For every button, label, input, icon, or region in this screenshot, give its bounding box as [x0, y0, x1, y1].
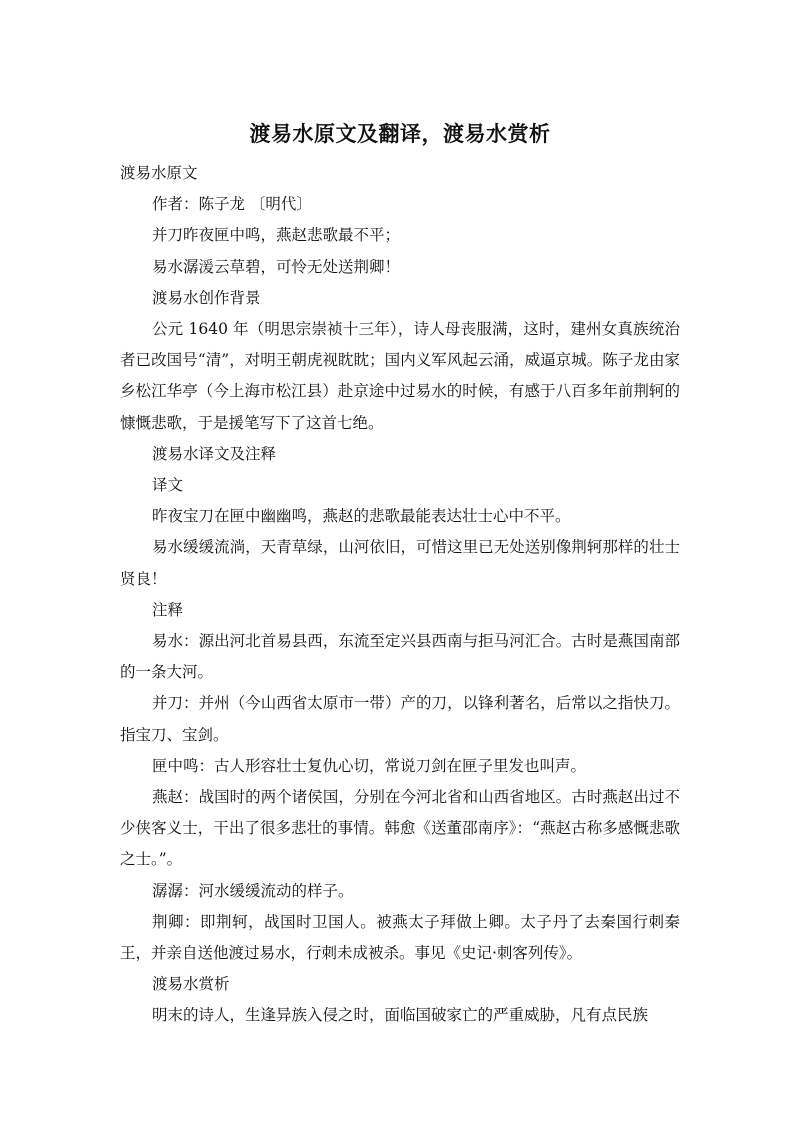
background-paragraph: 公元 1640 年（明思宗崇祯十三年），诗人母丧服满，这时，建州女真族统治者已改国号“清”，对明王朝虎视眈眈；国内义军风起云涌，威逼京城。陈子龙由家乡松江华亭（今上海市松江县）赴京途中过易水的时候，有感于八百多年前荆轲的慷慨悲歌，于是援笔写下了这首七绝。	[120, 320, 680, 432]
appreciation-paragraph: 明末的诗人，生逢异族入侵之时，面临国破家亡的严重威胁，凡有点民族	[152, 1006, 649, 1025]
note-paragraph: 潺潺：河水缓缓流动的样子。	[152, 881, 354, 900]
author-line: 作者：陈子龙 〔明代〕	[152, 195, 312, 214]
note-paragraph: 荆卿：即荆轲，战国时卫国人。被燕太子拜做上卿。太子丹了去秦国行刺秦王，并亲自送他渡过易水，行刺未成被杀。事见《史记·刺客列传》。	[120, 912, 680, 963]
note-paragraph: 并刀：并州（今山西省太原市一带）产的刀，以锋利著名，后常以之指快刀。指宝刀、宝剑。	[120, 694, 680, 744]
note-paragraph: 燕赵：战国时的两个诸侯国，分别在今河北省和山西省地区。古时燕赵出过不少侠客义士，干出了很多悲壮的事情。韩愈《送董邵南序》：“燕赵古称多感慨悲歌之士。”。	[120, 788, 680, 869]
document-body	[120, 158, 680, 1032]
heading-translation-notes: 渡易水译文及注释	[152, 444, 277, 463]
note-paragraph: 匣中鸣：古人形容壮士复仇心切，常说刀剑在匣子里发也叫声。	[152, 756, 587, 775]
heading-original-text: 渡易水原文	[120, 164, 198, 182]
heading-notes: 注释	[152, 600, 184, 619]
note-paragraph: 易水：源出河北首易县西，东流至定兴县西南与拒马河汇合。古时是燕国南部的一条大河。	[120, 632, 680, 682]
heading-translation: 译文	[152, 476, 184, 495]
heading-background: 渡易水创作背景	[152, 288, 261, 307]
heading-appreciation: 渡易水赏析	[152, 975, 230, 994]
translation-paragraph: 昨夜宝刀在匣中幽幽鸣，燕赵的悲歌最能表达壮士心中不平。	[152, 507, 571, 526]
translation-paragraph: 易水缓缓流淌，天青草绿，山河依旧，可惜这里已无处送别像荆轲那样的壮士贤良！	[120, 538, 680, 588]
poem-line: 并刀昨夜匣中鸣，燕赵悲歌最不平；	[152, 226, 401, 245]
poem-line: 易水潺湲云草碧，可怜无处送荆卿！	[152, 257, 401, 276]
document-title: 渡易水原文及翻译，渡易水赏析	[249, 122, 551, 146]
